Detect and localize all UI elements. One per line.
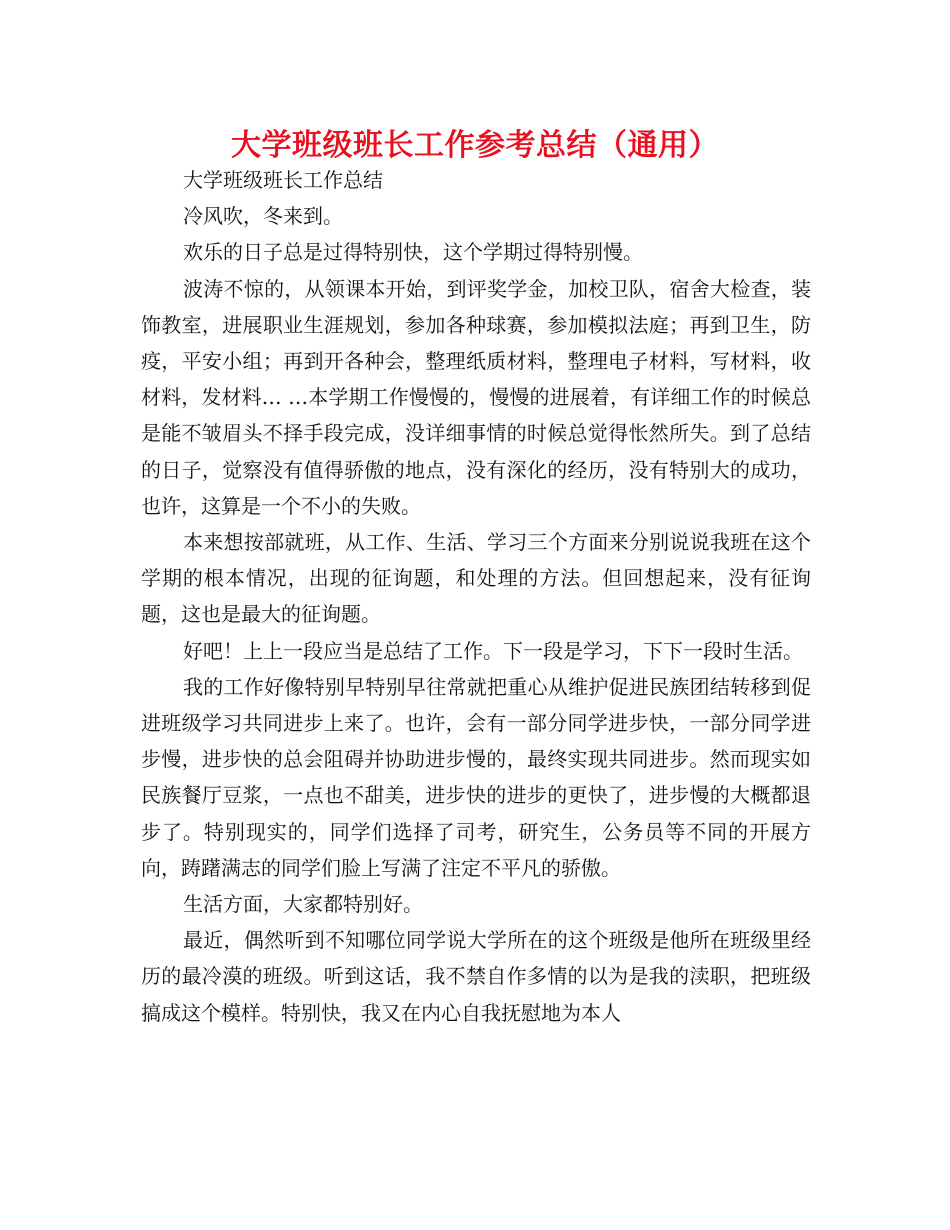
paragraph: 大学班级班长工作总结: [183, 168, 383, 192]
paragraph: 生活方面，大家都特别好。: [183, 892, 423, 917]
document-title: 大学班级班长工作参考总结（通用）: [231, 128, 719, 163]
paragraph: 最近，偶然听到不知哪位同学说大学所在的这个班级是他所在班级里经历的最冷漠的班级。听到这话，我不禁自作多情的以为是我的渎职，把班级搞成这个模样。特别快，我又在内心自我抚慰地为本人: [141, 928, 811, 1025]
paragraph: 好吧！上上一段应当是总结了工作。下一段是学习，下下一段时生活。: [183, 638, 803, 663]
paragraph: 我的工作好像特别早特别早往常就把重心从维护促进民族团结转移到促进班级学习共同进步上来了。也许，会有一部分同学进步快，一部分同学进步慢，进步快的总会阻碍并协助进步慢的，最终实现共同进步。然而现实如民族餐厅豆浆，一点也不甜美，进步快的进步的更快了，进步慢的大概都退步了。特别现实的，同学们选择了司考，研究生，公务员等不同的开展方向，踌躇满志的同学们脸上写满了注定不平凡的骄傲。: [141, 674, 811, 880]
paragraph: 波涛不惊的，从领课本开始，到评奖学金，加校卫队，宿舍大检查，装饰教室，进展职业生涯规划，参加各种球赛，参加模拟法庭；再到卫生，防疫，平安小组；再到开各种会，整理纸质材料，整理电子材料，写材料，收材料，发材料… …本学期工作慢慢的，慢慢的进展着，有详细工作的时候总是能不皱眉头不择手段完成，没详细事情的时候总觉得怅然所失。到了总结的日子，觉察没有值得骄傲的地点，没有深化的经历，没有特别大的成功，也许，这算是一个不小的失败。: [141, 276, 811, 518]
paragraph: 冷风吹，冬来到。: [183, 204, 343, 229]
paragraph: 本来想按部就班，从工作、生活、学习三个方面来分别说说我班在这个学期的根本情况，出现的征询题，和处理的方法。但回想起来，没有征询题，这也是最大的征询题。: [141, 530, 811, 627]
document-body: [141, 162, 811, 1031]
paragraph: 欢乐的日子总是过得特别快，这个学期过得特别慢。: [183, 240, 643, 265]
